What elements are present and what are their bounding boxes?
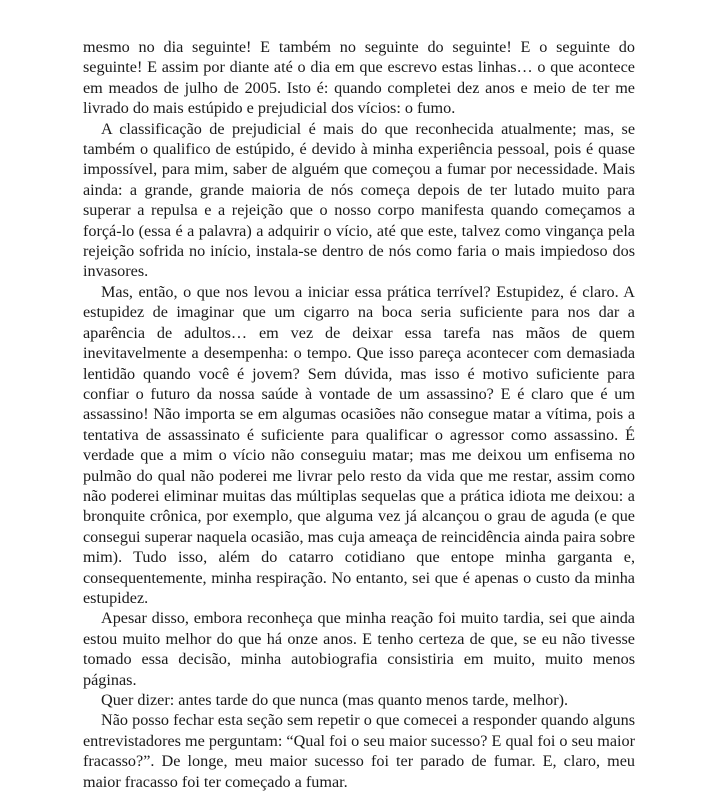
paragraph-2: A classificação de prejudicial é mais do que reconhecida atualmente; mas, se também o qualifico de estúpido, é devido à minha experiência pessoal, pois é quase impossível, para mim, saber de alguém que começou a fumar por necessidade. Mais ainda: a grande, grande maioria de nós começa depois de ter lutado muito para superar a repulsa e a rejeição que o nosso corpo manifesta quando começamos a forçá-lo (essa é a palavra) a adquirir o vício, até que este, talvez como vingança pela rejeição sofrida no início, instala-se dentro de nós como faria o mais impiedoso dos invasores. xyxy=(83,119,635,281)
document-page xyxy=(83,37,635,792)
paragraph-6: Não posso fechar esta seção sem repetir o que comecei a responder quando alguns entrevistadores me perguntam: “Qual foi o seu maior sucesso? E qual foi o seu maior fracasso?”. De longe, meu maior sucesso foi ter parado de fumar. E, claro, meu maior fracasso foi ter começado a fumar. xyxy=(83,711,635,791)
paragraph-4: Apesar disso, embora reconheça que minha reação foi muito tardia, sei que ainda estou muito melhor do que há onze anos. E tenho certeza de que, se eu não tivesse tomado essa decisão, minha autobiografia consistiria em muito, muito menos páginas. xyxy=(83,609,635,689)
paragraph-1: mesmo no dia seguinte! E também no seguinte do seguinte! E o seguinte do seguinte! E assim por diante até o dia em que escrevo estas linhas… o que acontece em meados de julho de 2005. Isto é: quando completei dez anos e meio de ter me livrado do mais estúpido e prejudicial dos vícios: o fumo. xyxy=(83,38,635,118)
paragraph-5: Quer dizer: antes tarde do que nunca (mas quanto menos tarde, melhor). xyxy=(101,691,569,709)
paragraph-3: Mas, então, o que nos levou a iniciar essa prática terrível? Estupidez, é claro. A estupidez de imaginar que um cigarro na boca seria suficiente para nos dar a aparência de adultos… em vez de deixar essa tarefa nas mãos de quem inevitavelmente a desempenha: o tempo. Que isso pareça acontecer com demasiada lentidão quando você é jovem? Sem dúvida, mas isso é motivo suficiente para confiar o futuro da nossa saúde à vontade de um assassino? E é claro que é um assassino! Não importa se em algumas ocasiões não consegue matar a vítima, pois a tentativa de assassinato é suficiente para qualificar o agressor como assassino. É verdade que a mim o vício não conseguiu matar; mas me deixou um enfisema no pulmão do qual não poderei me livrar pelo resto da vida que me restar, assim como não poderei eliminar muitas das múltiplas sequelas que a prática idiota me deixou: a bronquite crônica, por exemplo, que alguma vez já alcançou o grau de aguda (e que consegui superar naquela ocasião, mas cuja ameaça de reincidência ainda paira sobre mim). Tudo isso, além do catarro cotidiano que entope minha garganta e, consequentemente, minha respiração. No entanto, sei que é apenas o custo da minha estupidez. xyxy=(83,282,635,607)
